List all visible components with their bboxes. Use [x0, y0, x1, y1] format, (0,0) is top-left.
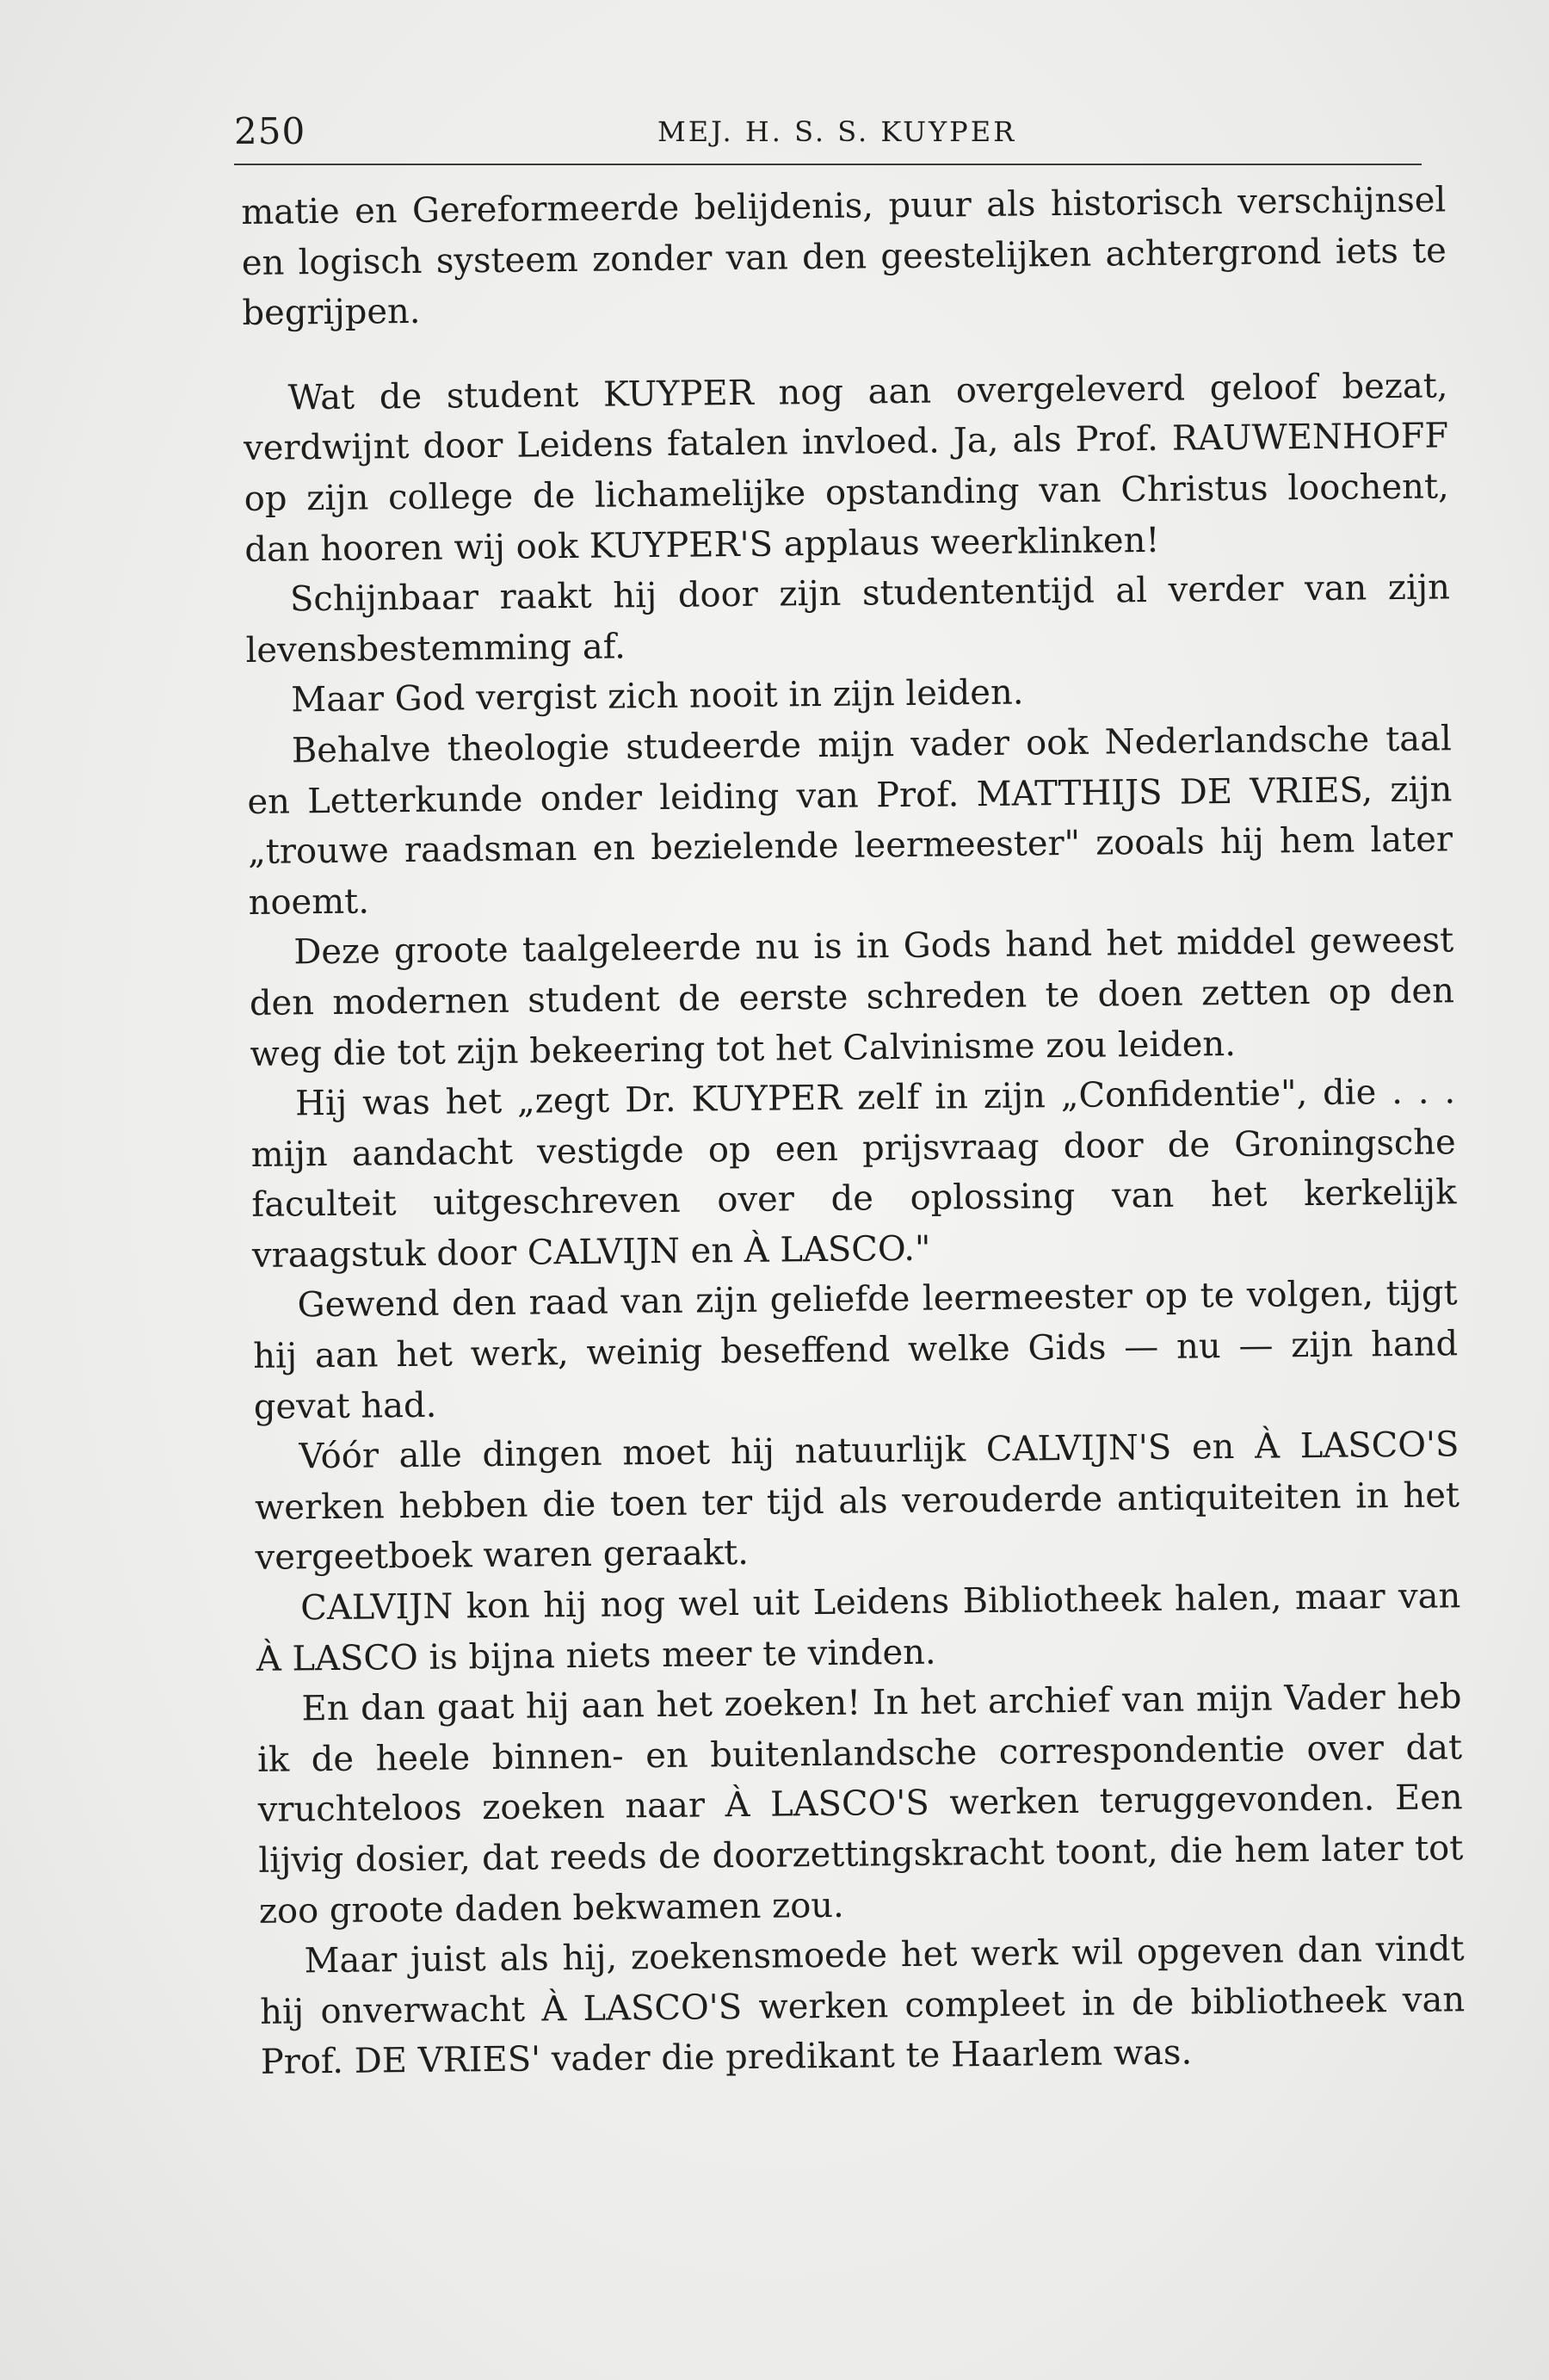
paragraph: Maar juist als hij, zoekensmoede het werk wil opgeven dan vindt hij onverwacht À LASCO'S werken compleet in de bibliotheek van Prof. DE VRIES' vader die predikant te Haarlem was.	[259, 1929, 1466, 2083]
paragraph: Gewend den raad van zijn geliefde leermeester op te volgen, tijgt hij aan het werk, weinig beseffend welke Gids — nu — zijn hand gevat had.	[252, 1273, 1459, 1427]
paragraph: matie en Gereformeerde belijdenis, puur als historisch verschijnsel en logisch systeem zonder van den geestelijken achtergrond iets te begrijpen.	[241, 180, 1447, 334]
paragraph: Schijnbaar raakt hij door zijn studententijd al verder van zijn levensbestemming af.	[245, 567, 1451, 671]
paragraph: CALVIJN kon hij nog wel uit Leidens Bibliotheek halen, maar van À LASCO is bijna niets meer te vinden.	[256, 1576, 1461, 1679]
paragraph: Vóór alle dingen moet hij natuurlijk CALVIJN'S en À LASCO'S werken hebben die toen ter tijd als verouderde antiquiteiten in het vergeetboek waren geraakt.	[254, 1425, 1460, 1579]
page-number: 250	[234, 110, 306, 152]
page-header	[234, 105, 1422, 157]
header-rule	[234, 164, 1422, 165]
paragraph: Maar God vergist zich nooit in zijn leiden.	[291, 672, 1024, 720]
paragraph: Behalve theologie studeerde mijn vader ook Nederlandsche taal en Letterkunde onder leiding van Prof. MATTHIJS DE VRIES, zijn „trouwe raadsman en bezielende leermeester" zooals hij hem later noemt.	[247, 719, 1453, 923]
paragraph: Deze groote taalgeleerde nu is in Gods hand het middel geweest den modernen student de eerste schreden te doen zetten op den weg die tot zijn bekeering tot het Calvinisme zou leiden.	[249, 920, 1455, 1074]
body-text	[241, 175, 1466, 2088]
running-head: MEJ. H. S. S. KUYPER	[657, 115, 1017, 148]
paragraph: Wat de student KUYPER nog aan overgeleverd geloof bezat, verdwijnt door Leidens fatalen invloed. Ja, als Prof. RAUWENHOFF op zijn college de lichamelijke opstanding van Christus loochent, dan hooren wij ook KUYPER'S applaus weerklinken!	[243, 366, 1449, 570]
paragraph: Hij was het „zegt Dr. KUYPER zelf in zijn „Confidentie", die . . . mijn aandacht vestigde op een prijsvraag door de Groningsche faculteit uitgeschreven over de oplossing van het kerkelijk vraagstuk door CALVIJN en À LASCO."	[250, 1072, 1457, 1276]
paragraph: En dan gaat hij aan het zoeken! In het archief van mijn Vader heb ik de heele binnen- en buitenlandsche correspondentie over dat vruchteloos zoeken naar À LASCO'S werken teruggevonden. Een lijvig dosier, dat reeds de doorzettingskracht toont, die hem later tot zoo groote daden bekwamen zou.	[256, 1677, 1464, 1932]
